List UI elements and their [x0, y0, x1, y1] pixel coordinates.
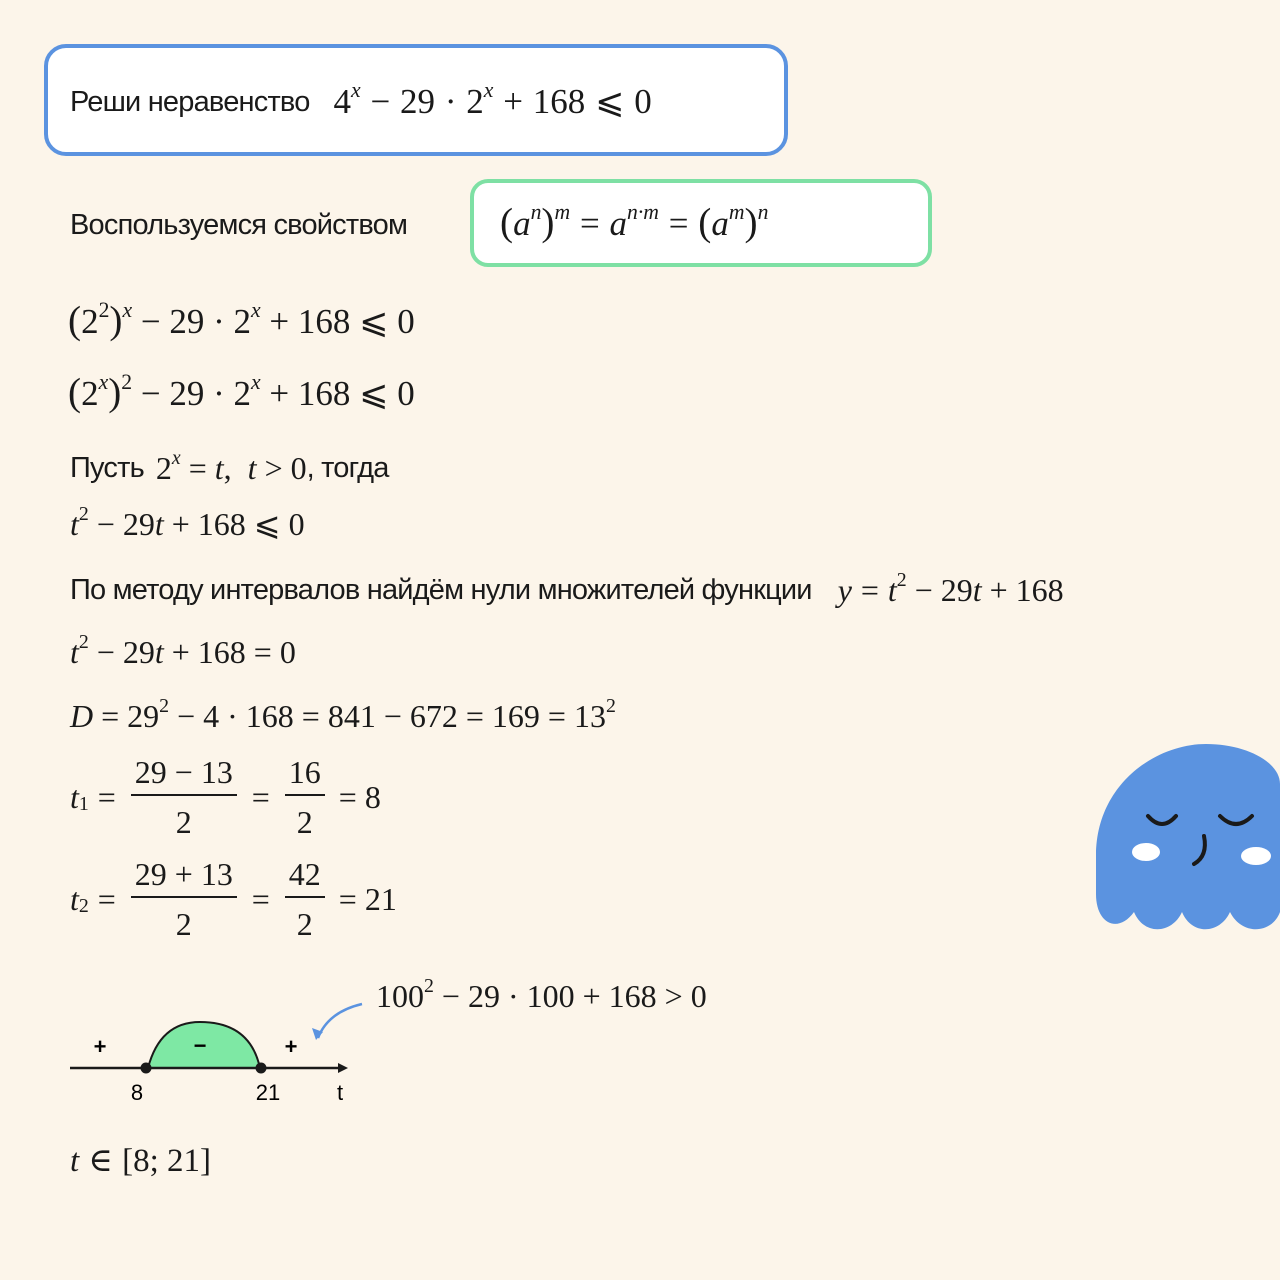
- step-line-2: $(2^x)^2 - 29 \cdot 2^x + 168$ ⩽ 0: [68, 369, 415, 414]
- fraction: $\frac{16}{2}$: [285, 756, 325, 838]
- property-formula: $(a^n)^m = a^{n\cdot m} = (a^m)^n$: [500, 199, 769, 244]
- quadratic-equation: $t^2 - 29t + 168 = 0$: [70, 631, 296, 670]
- task-label: Реши неравенство: [70, 85, 310, 118]
- sign-plus-left: +: [93, 1034, 107, 1059]
- point-label-8: 8: [130, 1080, 144, 1105]
- axis-arrow-icon: [338, 1063, 348, 1073]
- check-arrow: [318, 1004, 362, 1038]
- answer: t ∈ [8; 21]: [70, 1143, 211, 1179]
- task-formula: $4^x - 29 \cdot 2^x + 168$ ⩽ 0: [333, 77, 652, 121]
- discriminant-line: $D = 29^2 - 4 \cdot 168 = 841 - 672 = 169 = 13^2$: [70, 695, 616, 734]
- point-8: [141, 1063, 152, 1074]
- sign-plus-right: +: [284, 1034, 298, 1059]
- quadratic-inequality: $t^2 - 29t + 168$ ⩽ 0: [70, 503, 305, 542]
- fraction: $\frac{42}{2}$: [285, 858, 325, 940]
- method-line: По методу интервалов найдём нули множителей функции $y = t^2 - 29t + 168$: [70, 568, 1064, 608]
- fraction: $\frac{29 + 13}{2}$: [131, 858, 237, 940]
- point-21: [256, 1063, 267, 1074]
- point-label-21: 21: [255, 1080, 281, 1105]
- step-line-1: $(2^2)^x - 29 \cdot 2^x + 168$ ⩽ 0: [68, 297, 415, 342]
- substitution-line: Пусть 2$^x$ = t, t > 0 , тогда: [70, 446, 389, 486]
- sign-check: $100^2 - 29 \cdot 100 + 168 > 0$: [376, 975, 707, 1014]
- task-statement: [70, 77, 652, 124]
- root-t1: t $_1$ = $\frac{29 - 13}{2}$ = $\frac{16}{2}$ = 8: [70, 754, 381, 840]
- fraction: $\frac{29 - 13}{2}$: [131, 756, 237, 838]
- property-label-row: [70, 204, 407, 246]
- ghost-mascot-icon: [1096, 744, 1280, 940]
- number-line: [60, 990, 380, 1110]
- root-t2: t $_2$ = $\frac{29 + 13}{2}$ = $\frac{42}{2}$ = 21: [70, 856, 397, 942]
- axis-label-t: t: [336, 1080, 344, 1105]
- property-label: Воспользуемся свойством: [70, 208, 408, 241]
- sign-minus: −: [193, 1033, 207, 1058]
